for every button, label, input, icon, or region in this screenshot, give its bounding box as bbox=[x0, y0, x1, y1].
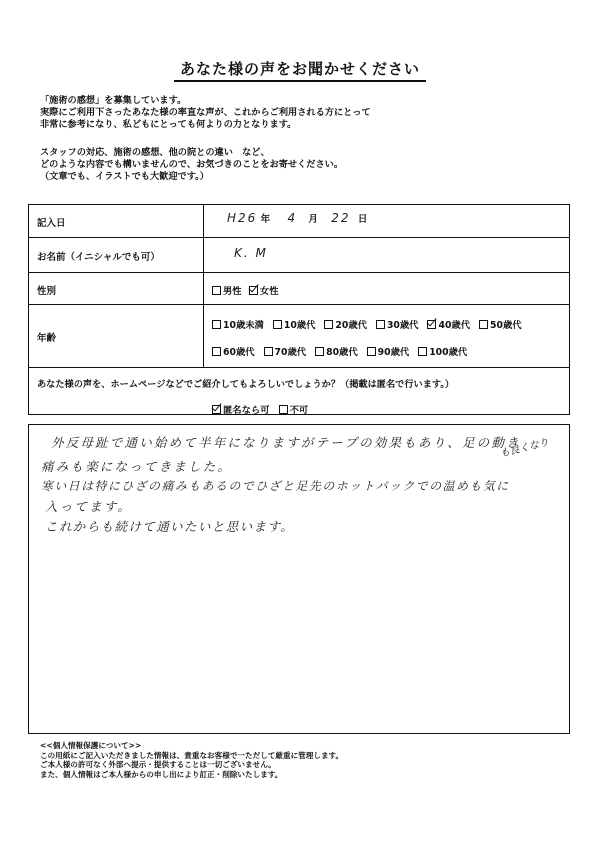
age-option[interactable]: 80歳代 bbox=[315, 344, 358, 358]
comment-line-2: 痛みも楽になってきました。 bbox=[41, 459, 233, 474]
comment-insert: も良くなり bbox=[498, 437, 551, 460]
date-day-unit: 日 bbox=[357, 214, 368, 225]
intro-line-4: スタッフの対応、施術の感想、他の院との違い など、 bbox=[40, 147, 270, 158]
intro-line-6: （文章でも、イラストでも大歓迎です。） bbox=[40, 171, 209, 182]
age-option[interactable]: 50歳代 bbox=[479, 317, 522, 331]
publish-option-decline[interactable]: 不可 bbox=[279, 402, 309, 416]
comment-line-1: 外反母趾で通い始めて半年になりますがテープの効果もあり、足の動き bbox=[51, 435, 521, 450]
age-label: 年齢 bbox=[37, 333, 57, 344]
privacy-heading: <<個人情報保護について>> bbox=[40, 741, 142, 750]
anonymous-checkbox[interactable] bbox=[212, 405, 221, 414]
privacy-notice bbox=[40, 741, 570, 779]
age-option[interactable]: 70歳代 bbox=[264, 344, 307, 358]
date-field[interactable] bbox=[227, 211, 367, 225]
gender-label: 性別 bbox=[37, 286, 57, 297]
age-option[interactable]: 30歳代 bbox=[376, 317, 419, 331]
age-options-row-2 bbox=[212, 344, 476, 358]
publish-row bbox=[29, 367, 569, 416]
age-options-row-1 bbox=[212, 317, 522, 331]
gender-option-male[interactable]: 男性 bbox=[212, 283, 242, 297]
date-day: 22 bbox=[331, 211, 351, 225]
intro-line-1: 「施術の感想」を募集しています。 bbox=[40, 95, 187, 106]
age-option[interactable]: 10歳代 bbox=[273, 317, 316, 331]
publish-option-anonymous[interactable]: 匿名なら可 bbox=[212, 402, 270, 416]
age-option[interactable]: 100歳代 bbox=[418, 344, 467, 358]
intro-line-2: 実際にご利用下さったあなた様の率直な声が、これからご利用される方にとって bbox=[40, 107, 371, 118]
date-month: 4 bbox=[287, 211, 298, 225]
date-era: H26 bbox=[227, 211, 258, 225]
page-title-text: あなた様の声をお聞かせください bbox=[174, 60, 426, 82]
comment-line-4: 入ってます。 bbox=[45, 499, 133, 514]
age-option[interactable]: 60歳代 bbox=[212, 344, 255, 358]
name-field[interactable]: K. M bbox=[234, 246, 268, 260]
gender-option-female[interactable]: 女性 bbox=[249, 283, 279, 297]
intro-text bbox=[40, 95, 570, 183]
date-label: 記入日 bbox=[37, 218, 66, 229]
page-title bbox=[0, 58, 600, 79]
comment-box[interactable] bbox=[28, 424, 570, 734]
decline-checkbox[interactable] bbox=[279, 405, 288, 414]
survey-form bbox=[28, 204, 570, 415]
privacy-line-3: また、個人情報はご本人様からの申し出により訂正・削除いたします。 bbox=[40, 769, 283, 779]
publish-question: あなた様の声を、ホームページなどでご紹介してもよろしいでしょうか？（掲載は匿名で行います。） bbox=[37, 379, 455, 390]
age-40s-checkbox[interactable] bbox=[427, 320, 436, 329]
male-checkbox[interactable] bbox=[212, 286, 221, 295]
intro-line-3: 非常に参考になり、私どもにとっても何よりの力となります。 bbox=[40, 119, 297, 130]
age-option[interactable]: 10歳未満 bbox=[212, 317, 264, 331]
female-checkbox[interactable] bbox=[249, 286, 258, 295]
date-year-unit: 年 bbox=[260, 214, 271, 225]
age-option[interactable]: 40歳代 bbox=[427, 317, 470, 331]
comment-line-3: 寒い日は特にひざの痛みもあるのでひざと足先のホットパックでの温めも気に bbox=[41, 479, 510, 493]
privacy-line-1: この用紙にご記入いただきました情報は、貴重なお客様で一ただして厳重に管理します。 bbox=[40, 750, 344, 760]
age-row bbox=[29, 304, 569, 368]
age-option[interactable]: 20歳代 bbox=[324, 317, 367, 331]
date-month-unit: 月 bbox=[308, 214, 318, 225]
date-row bbox=[29, 205, 569, 238]
name-row bbox=[29, 237, 569, 273]
name-label: お名前（イニシャルでも可） bbox=[37, 252, 160, 263]
comment-line-5: これからも続けて通いたいと思います。 bbox=[45, 519, 295, 534]
age-option[interactable]: 90歳代 bbox=[367, 344, 410, 358]
privacy-line-2: ご本人様の許可なく外部へ提示・提供することは一切ございません。 bbox=[40, 760, 276, 769]
gender-row bbox=[29, 272, 569, 305]
gender-options bbox=[212, 283, 288, 297]
intro-line-5: どのような内容でも構いませんので、お気づきのことをお寄せください。 bbox=[40, 159, 344, 170]
publish-options bbox=[212, 398, 317, 417]
